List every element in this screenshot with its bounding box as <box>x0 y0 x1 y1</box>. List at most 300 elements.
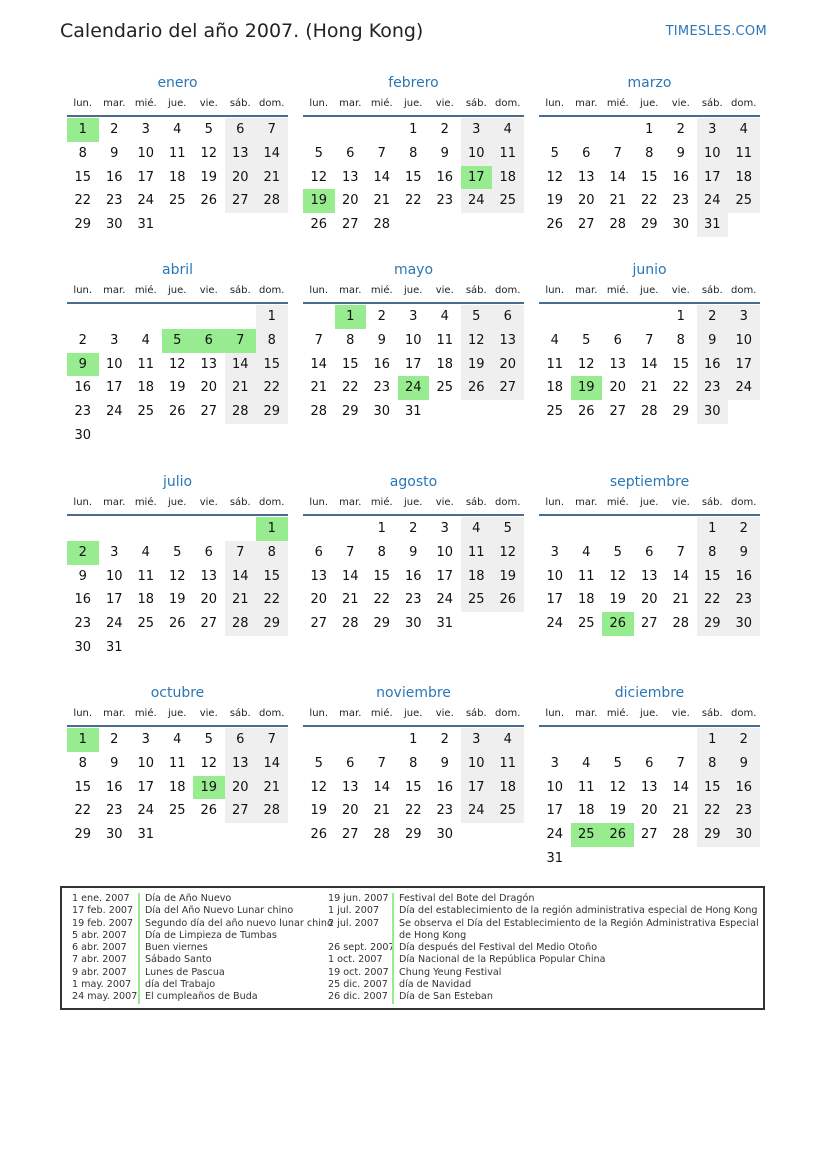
empty-day-cell <box>571 118 603 142</box>
day-cell: 17 <box>404 356 422 372</box>
weekday-label: mié. <box>370 285 393 296</box>
empty-day-cell <box>193 305 225 329</box>
day-cell: 30 <box>672 217 690 233</box>
day-cell: 8 <box>676 332 685 348</box>
empty-day-cell <box>539 517 571 541</box>
day-cell: 9 <box>697 329 729 353</box>
day-cell: 15 <box>341 356 359 372</box>
weekday-label: mar. <box>103 285 126 296</box>
weekday-label: sáb. <box>229 285 251 296</box>
legend-date: 19 jun. 2007 <box>328 893 389 904</box>
month-marzo <box>539 72 760 237</box>
day-cell: 21 <box>373 803 391 819</box>
day-cell: 27 <box>492 376 524 400</box>
day-cell: 2 <box>409 521 418 536</box>
weekday-label: mié. <box>606 497 629 508</box>
day-cell: 15 <box>256 565 288 589</box>
weekday-label: lun. <box>545 98 565 109</box>
day-cell: 30 <box>74 427 92 443</box>
day-cell: 5 <box>173 544 182 560</box>
day-cell: 18 <box>728 166 760 190</box>
day-cell: 28 <box>225 612 257 636</box>
day-cell: 31 <box>546 850 564 866</box>
day-cell: 21 <box>225 376 257 400</box>
empty-day-cell <box>303 728 335 752</box>
day-cell: 17 <box>137 169 155 185</box>
day-cell: 12 <box>310 169 328 185</box>
day-cell: 21 <box>225 588 257 612</box>
day-cell: 10 <box>137 755 155 771</box>
day-cell: 7 <box>676 544 685 560</box>
legend-holiday-name: Chung Yeung Festival <box>392 967 501 979</box>
day-cell: 15 <box>373 568 391 584</box>
day-cell: 25 <box>168 803 186 819</box>
holiday-day-cell: 1 <box>335 305 367 329</box>
weekday-label: dom. <box>731 497 757 508</box>
day-cell: 24 <box>546 616 564 632</box>
day-cell: 2 <box>78 332 87 348</box>
day-cell: 15 <box>404 169 422 185</box>
month-junio <box>539 259 760 424</box>
empty-day-cell <box>539 305 571 329</box>
weekday-label: jue. <box>168 708 187 719</box>
day-cell: 16 <box>373 356 391 372</box>
day-cell: 16 <box>105 779 123 795</box>
legend-row <box>72 991 322 1003</box>
day-cell: 23 <box>436 803 454 819</box>
day-cell: 29 <box>697 823 729 847</box>
weekday-label: dom. <box>259 497 285 508</box>
day-cell: 17 <box>137 779 155 795</box>
header-divider <box>303 725 524 727</box>
day-cell: 28 <box>256 799 288 823</box>
header-divider <box>67 115 288 117</box>
day-cell: 29 <box>404 827 422 843</box>
empty-day-cell <box>99 305 131 329</box>
month-name: diciembre <box>614 685 685 701</box>
weekday-label: mar. <box>575 708 598 719</box>
day-cell: 16 <box>74 592 92 608</box>
day-cell: 1 <box>377 521 386 536</box>
legend-holiday-name: Se observa el Día del Establecimiento de la Región Administrativa Especial <box>392 918 759 943</box>
day-cell: 10 <box>137 145 155 161</box>
weekday-label: mar. <box>339 98 362 109</box>
day-cell: 6 <box>645 755 654 771</box>
day-cell: 12 <box>577 356 595 372</box>
weekday-header <box>303 94 524 114</box>
day-cell: 6 <box>225 118 257 142</box>
weekday-label: vie. <box>671 497 690 508</box>
day-cell: 27 <box>341 217 359 233</box>
day-cell: 22 <box>640 193 658 209</box>
legend-date: 7 abr. 2007 <box>72 954 127 966</box>
weekday-label: dom. <box>259 98 285 109</box>
day-cell: 23 <box>105 193 123 209</box>
empty-day-cell <box>130 305 162 329</box>
day-cell: 18 <box>577 592 595 608</box>
weekday-label: sáb. <box>701 708 723 719</box>
day-cell: 11 <box>461 541 493 565</box>
day-cell: 23 <box>697 376 729 400</box>
day-cell: 9 <box>676 145 685 161</box>
day-cell: 14 <box>373 779 391 795</box>
legend-row <box>328 918 758 943</box>
weekday-label: mié. <box>134 98 157 109</box>
day-cell: 6 <box>645 544 654 560</box>
weekday-label: lun. <box>545 708 565 719</box>
day-cell: 3 <box>550 755 559 771</box>
day-cell: 10 <box>404 332 422 348</box>
day-cell: 22 <box>373 592 391 608</box>
day-cell: 19 <box>168 592 186 608</box>
day-cell: 15 <box>404 779 422 795</box>
weekday-header <box>539 94 760 114</box>
weekday-label: dom. <box>731 98 757 109</box>
day-cell: 21 <box>310 380 328 396</box>
weekday-label: lun. <box>545 285 565 296</box>
day-cell: 15 <box>640 169 658 185</box>
weekday-label: vie. <box>199 98 218 109</box>
day-cell: 31 <box>697 213 729 237</box>
day-cell: 7 <box>256 118 288 142</box>
day-cell: 27 <box>200 616 218 632</box>
weekday-label: jue. <box>168 497 187 508</box>
empty-day-cell <box>602 305 634 329</box>
day-cell: 4 <box>141 332 150 348</box>
day-cell: 19 <box>609 803 627 819</box>
weekday-label: mié. <box>370 708 393 719</box>
day-cell: 22 <box>256 376 288 400</box>
header-divider <box>303 514 524 516</box>
day-cell: 5 <box>582 332 591 348</box>
empty-day-cell <box>335 118 367 142</box>
day-cell: 5 <box>492 517 524 541</box>
day-cell: 2 <box>440 122 449 137</box>
day-cell: 22 <box>256 588 288 612</box>
weekday-header <box>539 704 760 724</box>
legend-date: 25 dic. 2007 <box>328 979 388 991</box>
day-cell: 28 <box>640 404 658 420</box>
day-cell: 20 <box>640 803 658 819</box>
day-cell: 29 <box>373 616 391 632</box>
month-julio <box>67 471 288 660</box>
day-cell: 29 <box>341 404 359 420</box>
day-cell: 1 <box>645 122 654 137</box>
day-cell: 10 <box>728 329 760 353</box>
weekday-label: lun. <box>545 497 565 508</box>
day-cell: 2 <box>110 732 119 747</box>
day-cell: 7 <box>613 145 622 161</box>
weekday-label: vie. <box>435 708 454 719</box>
day-cell: 11 <box>492 752 524 776</box>
weekday-label: sáb. <box>229 708 251 719</box>
day-cell: 26 <box>310 827 328 843</box>
day-cell: 13 <box>609 356 627 372</box>
day-cell: 4 <box>173 122 182 137</box>
legend-holiday-name: Día del establecimiento de la región administrativa especial de Hong Kong <box>392 905 758 917</box>
day-cell: 5 <box>613 755 622 771</box>
weekday-label: mié. <box>134 285 157 296</box>
day-cell: 29 <box>256 612 288 636</box>
day-cell: 6 <box>613 332 622 348</box>
day-cell: 5 <box>550 145 559 161</box>
day-cell: 9 <box>728 752 760 776</box>
day-cell: 12 <box>310 779 328 795</box>
empty-day-cell <box>634 728 666 752</box>
day-cell: 24 <box>105 616 123 632</box>
brand-link[interactable]: TIMESLES.COM <box>665 24 767 39</box>
day-cell: 13 <box>200 568 218 584</box>
day-cell: 9 <box>78 568 87 584</box>
day-grid <box>67 118 288 237</box>
day-cell: 1 <box>409 732 418 747</box>
day-cell: 27 <box>341 827 359 843</box>
legend-date: 24 may. 2007 <box>72 991 138 1003</box>
day-cell: 12 <box>200 755 218 771</box>
legend-row <box>72 979 322 991</box>
month-name: abril <box>161 262 193 278</box>
weekday-label: jue. <box>404 285 423 296</box>
day-cell: 19 <box>310 803 328 819</box>
day-cell: 8 <box>78 755 87 771</box>
legend-row <box>72 905 322 917</box>
day-cell: 17 <box>105 380 123 396</box>
day-cell: 10 <box>461 752 493 776</box>
day-cell: 26 <box>310 217 328 233</box>
day-cell: 6 <box>225 728 257 752</box>
day-cell: 13 <box>640 568 658 584</box>
day-cell: 20 <box>609 380 627 396</box>
day-cell: 16 <box>672 169 690 185</box>
empty-day-cell <box>366 118 398 142</box>
month-mayo <box>303 259 524 424</box>
empty-day-cell <box>193 517 225 541</box>
day-cell: 22 <box>404 803 422 819</box>
day-cell: 22 <box>404 193 422 209</box>
weekday-label: dom. <box>495 285 521 296</box>
legend-holiday-name: Día del Año Nuevo Lunar chino <box>138 905 293 917</box>
weekday-label: lun. <box>309 98 329 109</box>
weekday-label: sáb. <box>229 497 251 508</box>
month-name: agosto <box>389 474 438 490</box>
day-cell: 24 <box>461 189 493 213</box>
day-cell: 22 <box>697 799 729 823</box>
legend-holiday-name: Lunes de Pascua <box>138 967 225 979</box>
empty-day-cell <box>634 517 666 541</box>
day-cell: 17 <box>105 592 123 608</box>
weekday-header <box>67 94 288 114</box>
day-cell: 27 <box>640 827 658 843</box>
day-cell: 1 <box>676 309 685 324</box>
day-cell: 15 <box>697 565 729 589</box>
day-cell: 6 <box>314 544 323 560</box>
weekday-label: sáb. <box>465 98 487 109</box>
legend-row <box>72 930 322 942</box>
day-cell: 4 <box>440 309 449 324</box>
day-cell: 28 <box>672 827 690 843</box>
day-cell: 17 <box>697 166 729 190</box>
day-cell: 7 <box>256 728 288 752</box>
day-cell: 11 <box>137 356 155 372</box>
day-cell: 28 <box>341 616 359 632</box>
day-cell: 14 <box>310 356 328 372</box>
day-cell: 16 <box>697 353 729 377</box>
day-cell: 13 <box>341 169 359 185</box>
month-diciembre <box>539 682 760 871</box>
day-cell: 20 <box>492 353 524 377</box>
day-cell: 10 <box>546 779 564 795</box>
day-cell: 20 <box>577 193 595 209</box>
day-cell: 8 <box>256 329 288 353</box>
day-cell: 25 <box>577 616 595 632</box>
day-cell: 5 <box>204 122 213 137</box>
day-cell: 3 <box>141 732 150 747</box>
empty-day-cell <box>539 728 571 752</box>
weekday-header <box>67 281 288 301</box>
day-grid <box>539 728 760 871</box>
day-cell: 21 <box>341 592 359 608</box>
day-cell: 7 <box>645 332 654 348</box>
day-cell: 4 <box>582 755 591 771</box>
empty-day-cell <box>665 517 697 541</box>
day-cell: 13 <box>310 568 328 584</box>
legend-date: 19 feb. 2007 <box>72 917 134 929</box>
day-cell: 2 <box>728 728 760 752</box>
weekday-label: dom. <box>495 497 521 508</box>
weekday-header <box>67 704 288 724</box>
holiday-day-cell: 17 <box>461 166 493 190</box>
day-cell: 10 <box>436 544 454 560</box>
day-cell: 26 <box>546 217 564 233</box>
day-grid <box>67 517 288 660</box>
day-grid <box>303 728 524 847</box>
day-cell: 23 <box>105 803 123 819</box>
legend-date: 19 oct. 2007 <box>328 966 389 978</box>
day-cell: 29 <box>672 404 690 420</box>
month-febrero <box>303 72 524 237</box>
day-cell: 26 <box>200 803 218 819</box>
legend-row <box>328 979 758 991</box>
legend-holiday-name: El cumpleaños de Buda <box>138 991 258 1003</box>
day-cell: 28 <box>310 404 328 420</box>
weekday-label: mar. <box>339 497 362 508</box>
weekday-label: mar. <box>103 708 126 719</box>
day-cell: 18 <box>168 779 186 795</box>
day-cell: 21 <box>256 166 288 190</box>
weekday-label: vie. <box>199 285 218 296</box>
day-cell: 31 <box>137 827 155 843</box>
day-cell: 3 <box>461 118 493 142</box>
empty-day-cell <box>303 118 335 142</box>
legend-row <box>328 893 758 905</box>
day-grid <box>303 305 524 424</box>
day-cell: 9 <box>440 755 449 771</box>
day-cell: 26 <box>200 193 218 209</box>
day-cell: 15 <box>256 353 288 377</box>
day-cell: 12 <box>609 779 627 795</box>
weekday-label: sáb. <box>701 285 723 296</box>
day-cell: 23 <box>404 592 422 608</box>
header-divider <box>303 115 524 117</box>
day-cell: 4 <box>141 544 150 560</box>
day-cell: 14 <box>225 353 257 377</box>
day-cell: 9 <box>110 755 119 771</box>
header-divider <box>303 302 524 304</box>
month-name: enero <box>157 75 198 91</box>
weekday-label: dom. <box>731 285 757 296</box>
month-noviembre <box>303 682 524 847</box>
legend-holiday-name-continued: de Hong Kong <box>399 929 467 941</box>
day-cell: 17 <box>546 803 564 819</box>
day-cell: 7 <box>377 145 386 161</box>
day-cell: 15 <box>672 356 690 372</box>
day-grid <box>539 517 760 636</box>
day-cell: 10 <box>697 142 729 166</box>
weekday-label: sáb. <box>465 497 487 508</box>
day-cell: 24 <box>697 189 729 213</box>
day-cell: 10 <box>105 568 123 584</box>
day-cell: 18 <box>137 380 155 396</box>
empty-day-cell <box>602 728 634 752</box>
day-cell: 4 <box>461 517 493 541</box>
day-cell: 26 <box>577 404 595 420</box>
day-cell: 18 <box>436 356 454 372</box>
day-cell: 25 <box>461 588 493 612</box>
legend-row <box>328 954 758 966</box>
holiday-day-cell: 19 <box>571 376 603 400</box>
empty-day-cell <box>634 305 666 329</box>
day-cell: 26 <box>168 616 186 632</box>
day-cell: 3 <box>110 332 119 348</box>
day-cell: 9 <box>377 332 386 348</box>
day-cell: 28 <box>373 217 391 233</box>
day-cell: 15 <box>697 776 729 800</box>
day-cell: 27 <box>310 616 328 632</box>
empty-day-cell <box>130 517 162 541</box>
day-cell: 23 <box>672 193 690 209</box>
weekday-label: vie. <box>671 98 690 109</box>
day-cell: 2 <box>676 122 685 137</box>
day-cell: 23 <box>728 588 760 612</box>
day-cell: 29 <box>640 217 658 233</box>
day-cell: 30 <box>697 400 729 424</box>
weekday-label: jue. <box>404 497 423 508</box>
legend-date: 9 abr. 2007 <box>72 966 127 978</box>
month-enero <box>67 72 288 237</box>
day-cell: 20 <box>200 380 218 396</box>
day-cell: 14 <box>609 169 627 185</box>
empty-day-cell <box>571 728 603 752</box>
day-cell: 27 <box>577 217 595 233</box>
weekday-label: lun. <box>309 497 329 508</box>
legend-date: 26 dic. 2007 <box>328 991 388 1003</box>
day-cell: 4 <box>728 118 760 142</box>
weekday-label: lun. <box>73 708 93 719</box>
day-cell: 19 <box>492 565 524 589</box>
day-cell: 11 <box>492 142 524 166</box>
weekday-header <box>539 281 760 301</box>
weekday-label: vie. <box>435 285 454 296</box>
month-septiembre <box>539 471 760 636</box>
empty-day-cell <box>539 118 571 142</box>
header-divider <box>539 115 760 117</box>
legend-column-left <box>72 893 333 1004</box>
day-cell: 25 <box>492 799 524 823</box>
day-cell: 19 <box>168 380 186 396</box>
day-cell: 10 <box>461 142 493 166</box>
day-cell: 12 <box>168 568 186 584</box>
day-cell: 30 <box>404 616 422 632</box>
